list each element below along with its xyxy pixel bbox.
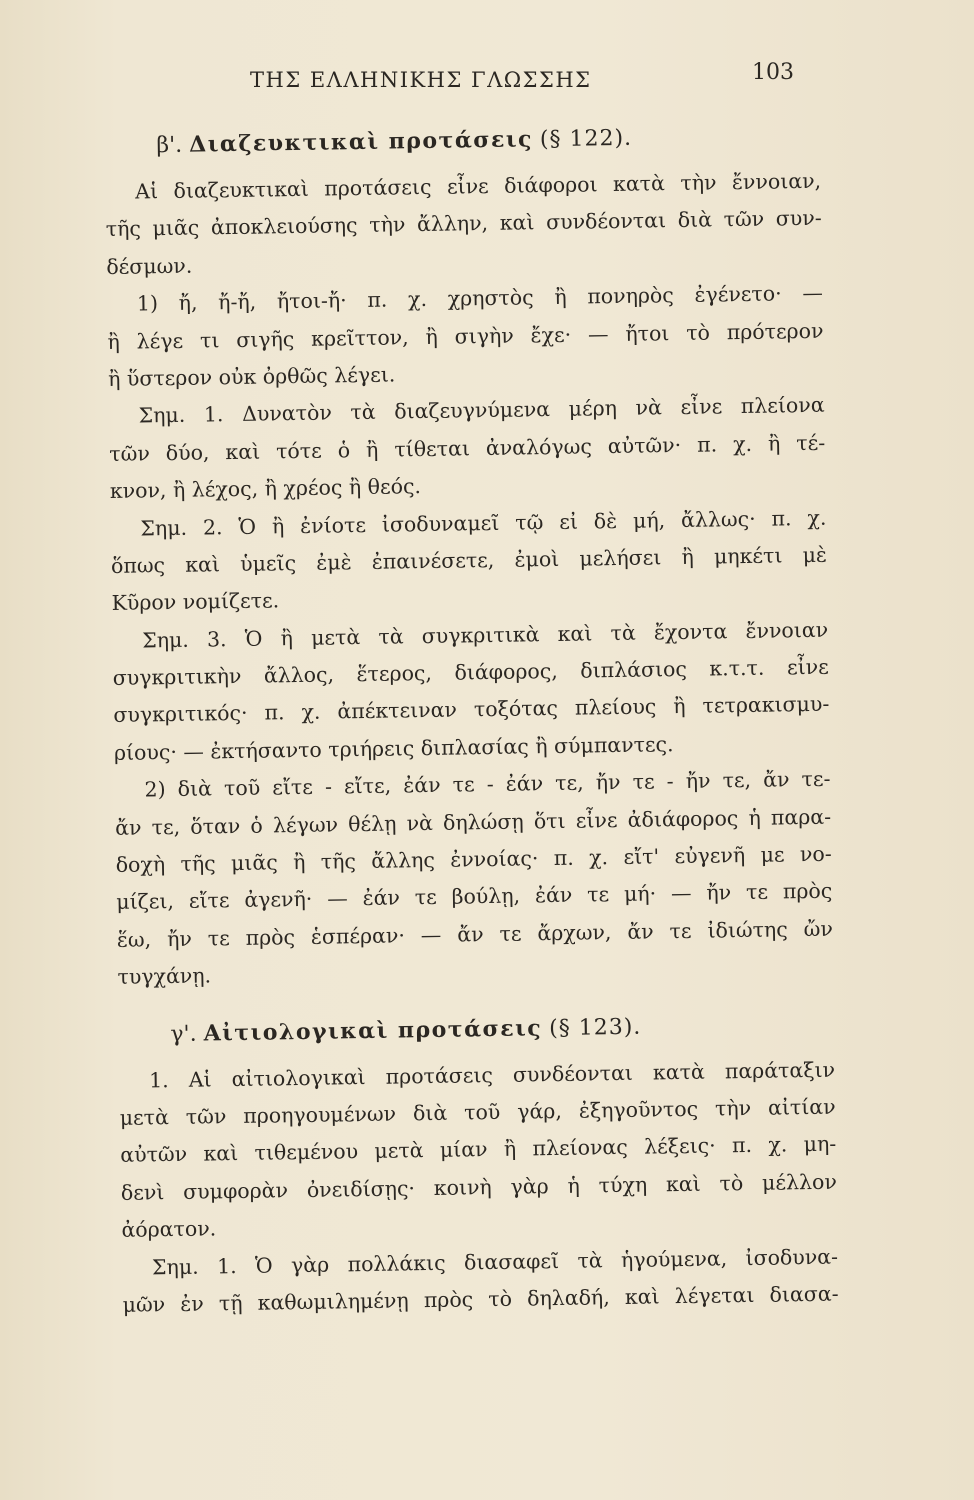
text-line: τῆς μιᾶς ἀποκλειούσης τὴν ἄλλην, καὶ συνδέονται διὰ τῶν συν- <box>105 206 822 242</box>
page-header <box>0 58 974 98</box>
text-line: ἄν τε, ὅταν ὁ λέγων θέλῃ νὰ δηλώσῃ ὅτι εἶνε ἀδιάφορος ἡ παρα- <box>114 804 832 840</box>
text-line: συγκριτικός· π. χ. ἀπέκτειναν τοξότας πλείους ἢ τετρακισμυ- <box>113 692 830 728</box>
text-line: δοχὴ τῆς μιᾶς ἢ τῆς ἄλλης ἐννοίας· π. χ. εἴτ' εὐγενῆ με νο- <box>115 841 832 877</box>
section-title: Αἰτιολογικαὶ προτάσεις <box>203 1014 543 1047</box>
text-line: ὅπως καὶ ὑμεῖς ἐμὲ ἐπαινέσετε, ἐμοὶ μελήσει ἢ μηκέτι μὲ <box>110 542 828 578</box>
text-line: τυγχάνῃ. <box>117 963 212 990</box>
section-number: β'. <box>156 132 183 159</box>
text-line: 2) διὰ τοῦ εἴτε - εἴτε, ἐάν τε - ἐάν τε, ἤν τε - ἤν τε, ἄν τε- <box>144 766 831 802</box>
section-reference: (§ 123). <box>548 1014 642 1041</box>
text-line: δέσμων. <box>106 253 193 279</box>
text-line: Σημ. 1. Δυνατὸν τὰ διαζευγνύμενα μέρη νὰ εἶνε πλείονα <box>138 393 825 428</box>
text-line: μετὰ τῶν προηγουμένων διὰ τοῦ γάρ, ἐξηγοῦντος τὴν αἰτίαν <box>119 1094 836 1130</box>
text-line: 1) ἤ, ἤ-ἤ, ἤτοι-ἤ· π. χ. χρηστὸς ἢ πονηρὸς ἐγένετο· — <box>136 280 824 316</box>
text-line: Κῦρον νομίζετε. <box>111 588 280 616</box>
body-text <box>104 107 839 1324</box>
text-line: αὐτῶν καὶ τιθεμένου μετὰ μίαν ἢ πλείονας λέξεις· π. χ. μη- <box>120 1132 837 1168</box>
running-head: ΤΗΣ ΕΛΛΗΝΙΚΗΣ ΓΛΩΣΣΗΣ <box>250 68 592 92</box>
text-line: συγκριτικὴν ἄλλος, ἕτερος, διάφορος, διπλάσιος κ.τ.τ. εἶνε <box>112 654 829 691</box>
text-line: δενὶ συμφορὰν ὀνειδίσῃς· κοινὴ γὰρ ἡ τύχη καὶ τὸ μέλλον <box>120 1169 837 1205</box>
text-line: μίζει, εἴτε ἀγενῆ· — ἐάν τε βούλῃ, ἐάν τε μή· — ἤν τε πρὸς <box>116 879 833 915</box>
text-line: τῶν δύο, καὶ τότε ὁ ἢ τίθεται ἀναλόγως αὐτῶν· π. χ. ἢ τέ- <box>109 430 826 466</box>
text-line: Σημ. 2. Ὁ ἢ ἐνίοτε ἰσοδυναμεῖ τῷ εἰ δὲ μή, ἄλλως· π. χ. <box>140 505 827 540</box>
text-line: κνον, ἢ λέχος, ἢ χρέος ἢ θεός. <box>109 474 422 504</box>
section-number: γ'. <box>170 1021 197 1047</box>
section-reference: (§ 122). <box>539 125 633 153</box>
page-number: 103 <box>752 60 794 85</box>
text-line: μῶν ἐν τῇ καθωμιλημένῃ πρὸς τὸ δηλαδή, καὶ λέγεται διασα- <box>122 1281 839 1317</box>
text-line: ἢ λέγε τι σιγῆς κρεῖττον, ἢ σιγὴν ἔχε· — ἤτοι τὸ πρότερον <box>107 318 824 354</box>
text-line: ρίους· — ἐκτήσαντο τριήρεις διπλασίας ἢ σύμπαντες. <box>113 731 674 765</box>
text-line: 1. Αἱ αἰτιολογικαὶ προτάσεις συνδέονται κατὰ παράταξιν <box>148 1057 836 1093</box>
text-line: ἀόρατον. <box>121 1216 217 1243</box>
text-line: Αἱ διαζευκτικαὶ προτάσεις εἶνε διάφοροι κατὰ τὴν ἔννοιαν, <box>134 168 822 204</box>
section-title: Διαζευκτικαὶ προτάσεις <box>188 126 534 158</box>
text-line: ἢ ὕστερον οὐκ ὀρθῶς λέγει. <box>107 362 396 391</box>
text-line: Σημ. 3. Ὁ ἢ μετὰ τὰ συγκριτικὰ καὶ τὰ ἔχοντα ἔννοιαν <box>142 617 829 653</box>
text-line: ἕω, ἤν τε πρὸς ἑσπέραν· — ἄν τε ἄρχων, ἄν τε ἰδιώτης ὤν <box>116 916 834 952</box>
text-line: Σημ. 1. Ὁ γὰρ πολλάκις διασαφεῖ τὰ ἡγούμενα, ἰσοδυνα- <box>151 1244 839 1279</box>
